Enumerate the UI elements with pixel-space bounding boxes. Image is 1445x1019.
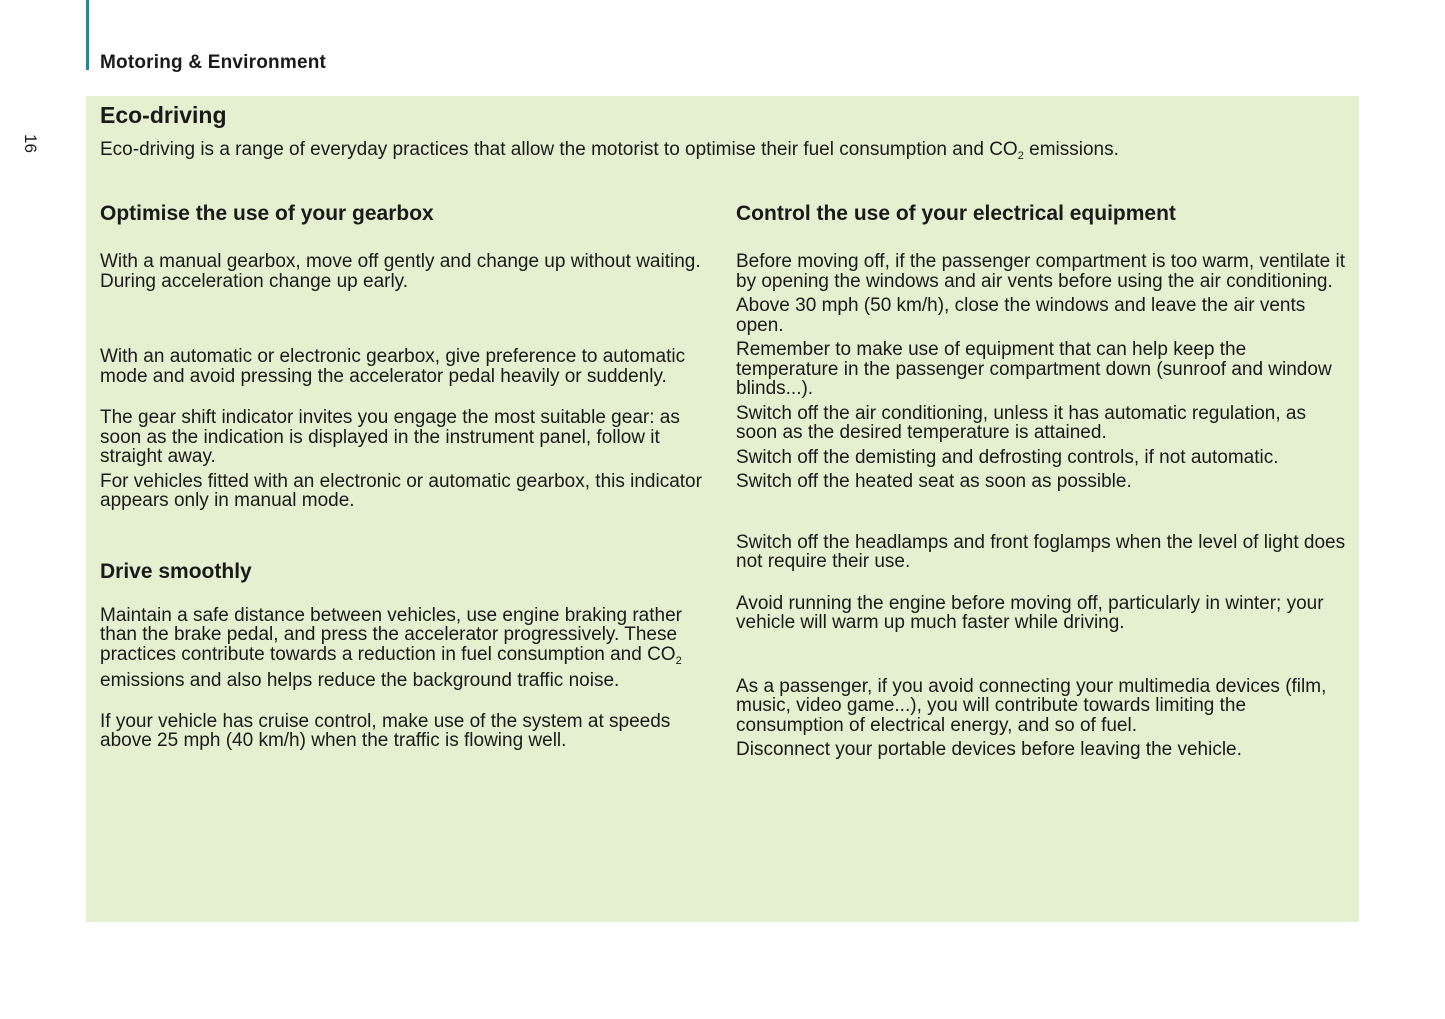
smooth-paragraph-cruise: If your vehicle has cruise control, make use of the system at speeds above 25 mph (40 km/h) when the traffic is flowing well. — [100, 710, 671, 751]
electrical-paragraph-heated-seat: Switch off the heated seat as soon as possible. — [736, 471, 1132, 492]
electrical-paragraph-portable: Disconnect your portable devices before leaving the vehicle. — [736, 739, 1242, 760]
intro-text: Eco-driving is a range of everyday practices that allow the motorist to optimise their fuel consumption and CO — [100, 139, 1018, 160]
electrical-paragraph-headlamps: Switch off the headlamps and front foglamps when the level of light does not require their use. — [736, 531, 1346, 572]
page-number: 16 — [21, 134, 40, 153]
section-accent-bar — [86, 0, 89, 70]
eco-driving-intro — [100, 139, 1119, 162]
gearbox-paragraph-indicator: The gear shift indicator invites you engage the most suitable gear: as soon as the indication is displayed in the instrument panel, follow it straight away. — [100, 407, 680, 467]
electrical-paragraph-multimedia: As a passenger, if you avoid connecting your multimedia devices (film, music, video game...), you will contribute towards limiting the consumption of electrical energy, and so of fuel. — [736, 675, 1327, 736]
electrical-paragraph-windows: Above 30 mph (50 km/h), close the windows and leave the air vents open. — [736, 295, 1306, 336]
eco-driving-panel — [86, 96, 1359, 922]
co2-subscript: 2 — [675, 654, 682, 667]
smooth-text: Maintain a safe distance between vehicles, use engine braking rather than the brake pedal, and press the accelerator progressively. These practices contribute towards a reduction in fuel consumption and CO — [100, 604, 682, 665]
right-column — [736, 199, 1348, 760]
smooth-end: emissions and also helps reduce the background traffic noise. — [100, 670, 620, 691]
co2-subscript: 2 — [1017, 150, 1024, 162]
electrical-paragraph-equipment: Remember to make use of equipment that can help keep the temperature in the passenger compartment down (sunroof and window blinds...). — [736, 339, 1332, 399]
gearbox-heading: Optimise the use of your gearbox — [100, 202, 434, 225]
intro-end: emissions. — [1023, 139, 1119, 160]
drive-smoothly-heading: Drive smoothly — [100, 559, 252, 583]
gearbox-paragraph-automatic: With an automatic or electronic gearbox, give preference to automatic mode and avoid pressing the accelerator pedal heavily or suddenly. — [100, 346, 686, 387]
section-title: Motoring & Environment — [100, 52, 327, 73]
gearbox-paragraph-manual: With a manual gearbox, move off gently and change up without waiting. During acceleration change up early. — [100, 251, 701, 292]
electrical-paragraph-engine: Avoid running the engine before moving off, particularly in winter; your vehicle will warm up much faster while driving. — [736, 592, 1324, 633]
gearbox-paragraph-electronic: For vehicles fitted with an electronic or automatic gearbox, this indicator appears only in manual mode. — [100, 470, 702, 511]
eco-driving-heading: Eco-driving — [100, 102, 227, 128]
electrical-heading: Control the use of your electrical equipment — [736, 202, 1176, 225]
electrical-paragraph-air-conditioning: Switch off the air conditioning, unless it has automatic regulation, as soon as the desired temperature is attained. — [736, 402, 1306, 443]
left-column — [100, 199, 706, 751]
smooth-paragraph-distance — [100, 606, 706, 691]
electrical-paragraph-ventilate: Before moving off, if the passenger compartment is too warm, ventilate it by opening the windows and air vents before using the air conditioning. — [736, 251, 1345, 292]
electrical-paragraph-demisting: Switch off the demisting and defrosting controls, if not automatic. — [736, 446, 1279, 468]
